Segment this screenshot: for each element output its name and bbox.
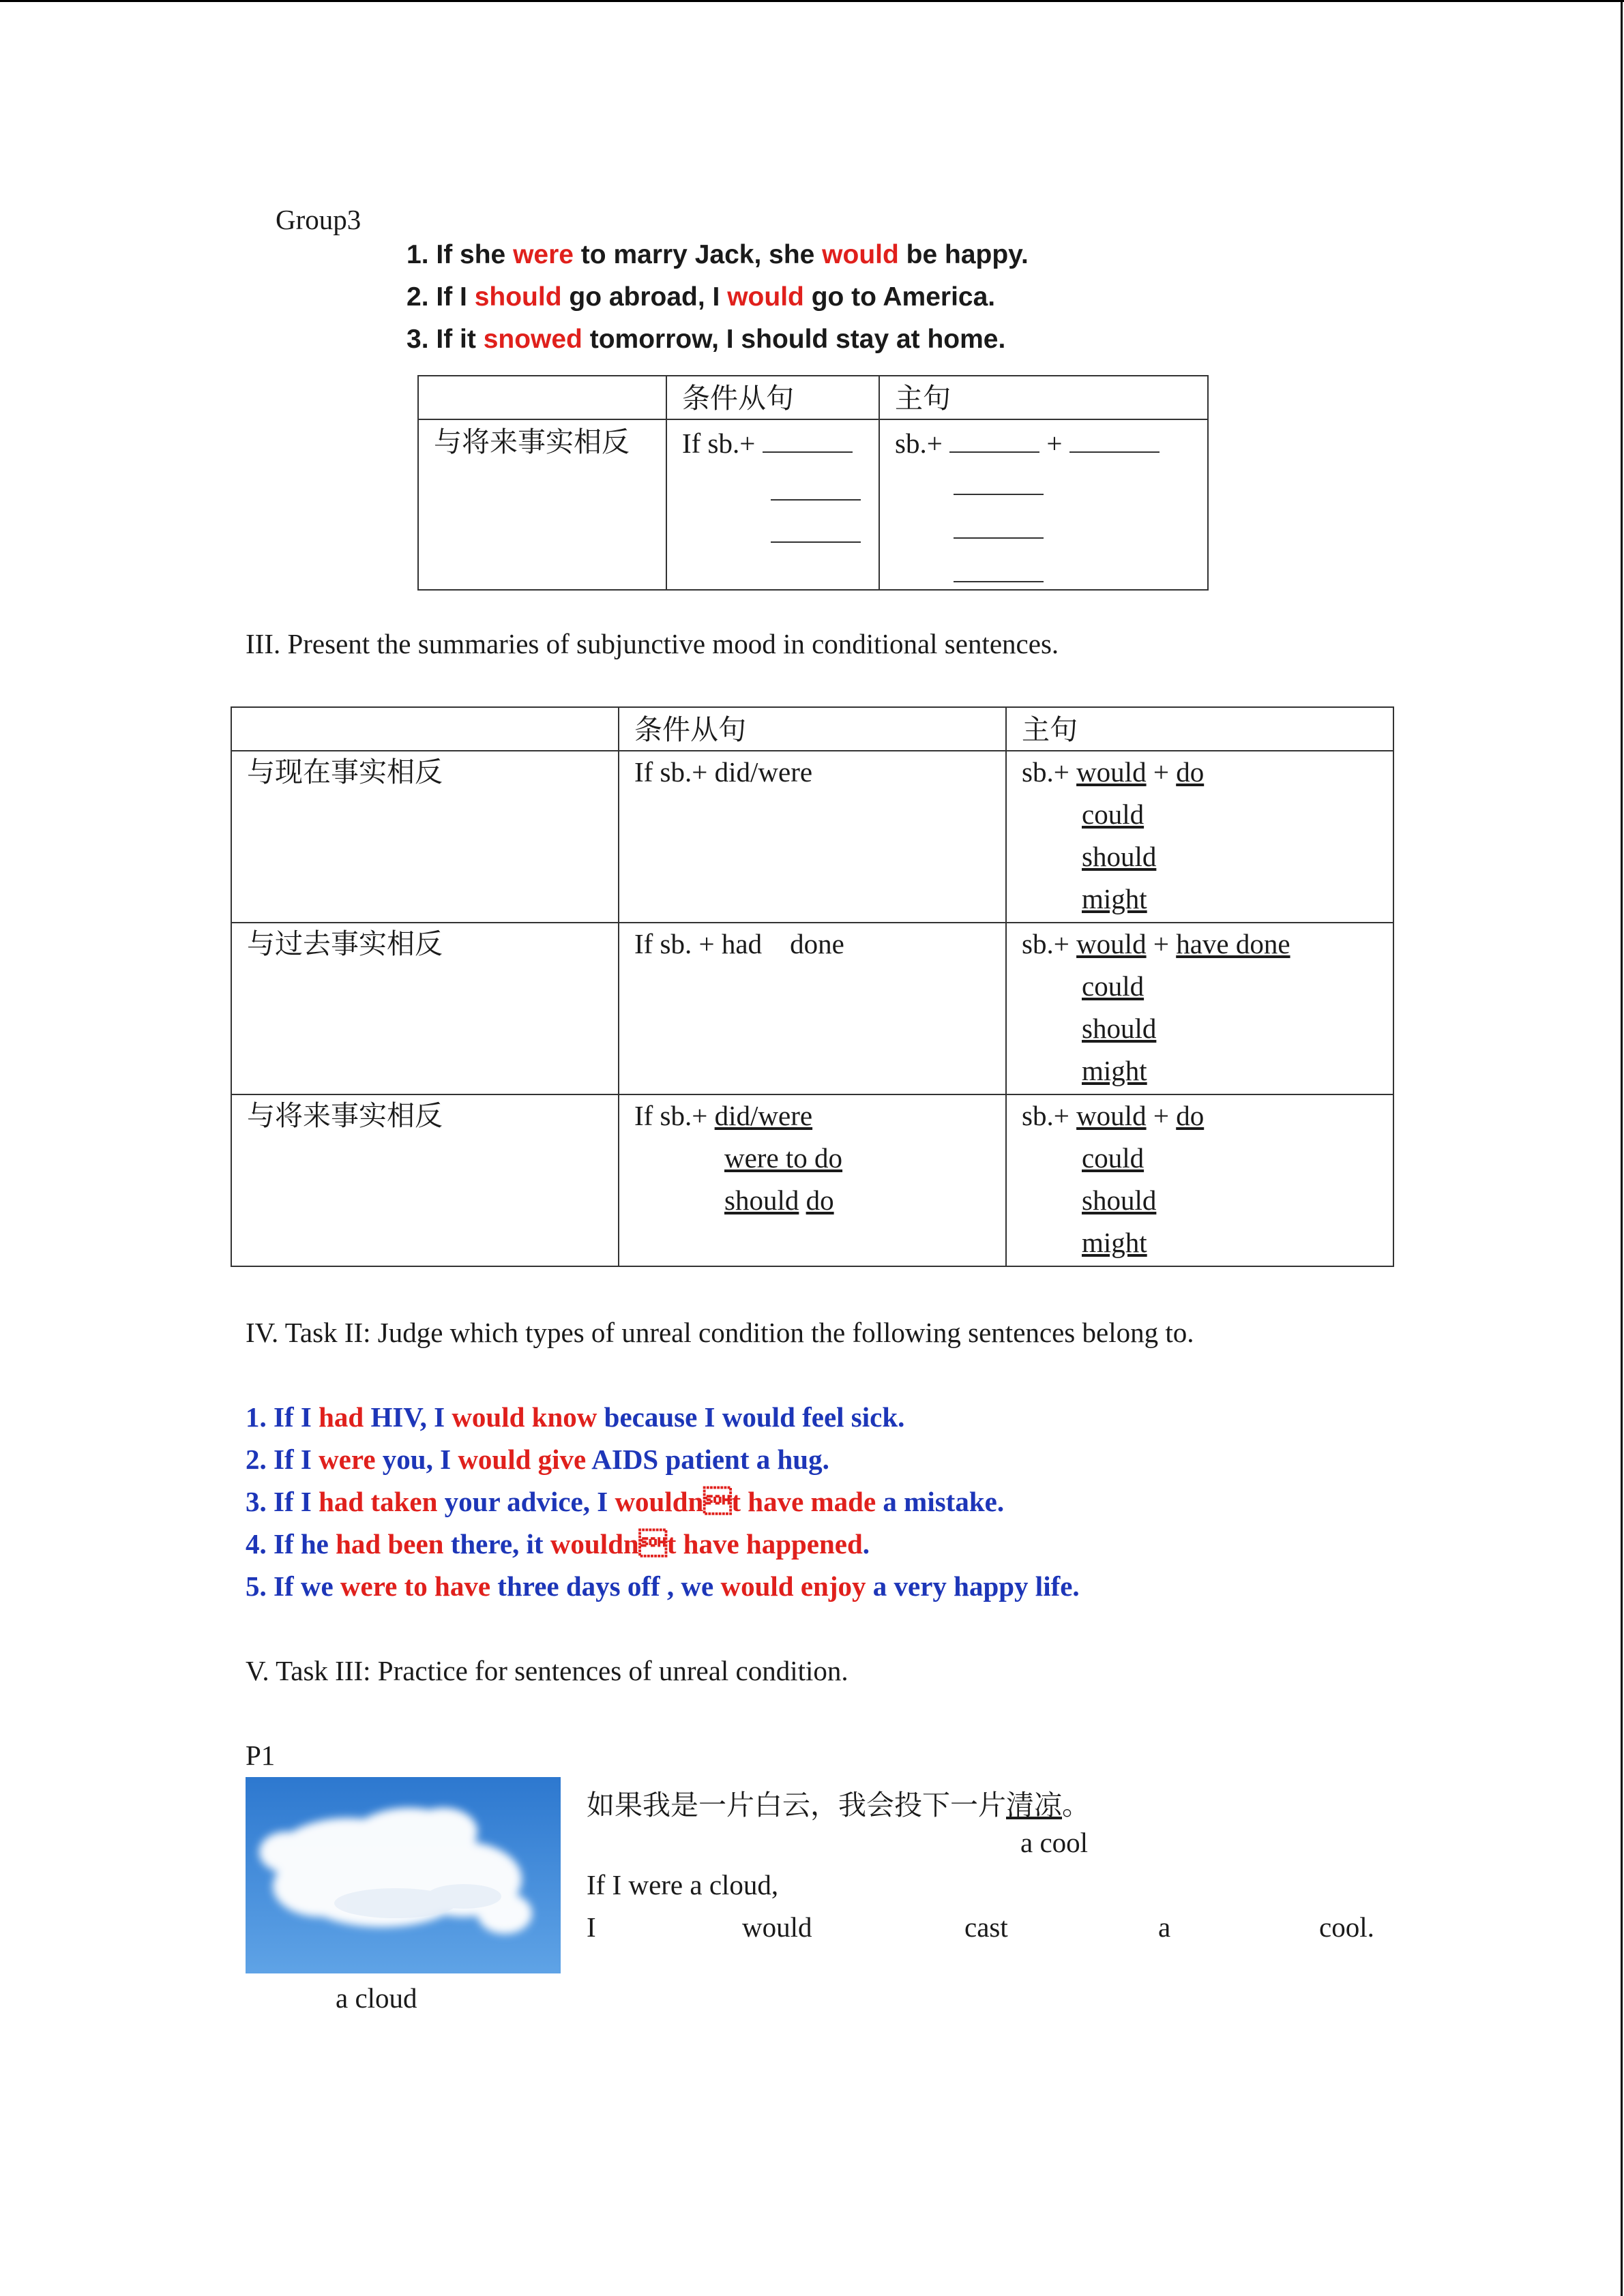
blank-line[interactable] [954,469,1044,495]
english-word-4: a [1158,1911,1171,1943]
main-prefix: sb.+ [1022,756,1077,788]
main-text [1022,1101,1204,1131]
seg: three days off , we [490,1570,721,1602]
verb-red: should [474,282,562,312]
table-cell-empty [231,707,619,751]
section5-heading: V. Task III: Practice for sentences of unreal condition. [246,1655,848,1686]
blank-line-4[interactable] [954,556,1044,586]
verb: do [1176,756,1205,788]
cond-3 [724,1185,834,1215]
seg: . [862,1528,870,1560]
row-label-text: 与将来事实相反 [434,426,630,458]
table-cond-cell [666,419,879,590]
english-line-1: If I were a cloud, [587,1869,779,1900]
seg: HIV, I [364,1401,452,1433]
english-word-1: I [587,1911,596,1943]
blank-line-2[interactable] [954,469,1044,498]
main-text [895,427,1160,458]
cond-text: If sb. + had done [634,928,844,959]
blank-line[interactable] [954,513,1044,539]
verb-red: had [319,1401,364,1433]
table-cond-cell [619,923,1006,1094]
seg: there, it [443,1528,550,1560]
seg: your advice, I [437,1486,615,1517]
verb-red: would enjoy [720,1570,866,1602]
row-label-text: 与过去事实相反 [247,928,443,959]
table-row-label [418,419,666,590]
cn-underlined: 清凉 [1006,1789,1062,1821]
seg: AIDS patient a hug. [586,1444,829,1475]
modal-should: should [1082,1184,1157,1216]
table-header-main [879,376,1208,419]
row-label-text: 与将来事实相反 [247,1100,443,1131]
seg: 3. If it [407,325,484,354]
group3-sentence-2 [407,282,995,312]
verb-red: were [513,240,574,269]
plus-sign: + [1146,756,1177,788]
modal-might: might [1082,1227,1147,1258]
modal-might: might [1082,1055,1147,1086]
verb-red: were to have [340,1570,491,1602]
seg: 1. If she [407,240,514,269]
cond-2: were to do [724,1142,843,1174]
task2-sentence-4 [246,1527,870,1560]
blank-line-3[interactable] [954,513,1044,542]
english-word-2: would [742,1911,812,1943]
blank-line-2[interactable] [771,475,861,504]
group3-table [417,375,1209,591]
modal-should: should [1082,1013,1157,1044]
plus-sign: + [1146,1100,1177,1131]
task2-sentence-2 [246,1443,829,1476]
cond-prefix: If sb.+ [634,1100,715,1131]
p1-label: P1 [246,1740,276,1771]
seg: because I would feel sick. [597,1401,905,1433]
table-cell-empty [418,376,666,419]
table-cond-cell [619,1094,1006,1266]
verb-red: would [822,240,899,269]
verb-red: would [727,282,804,312]
table-main-cell [879,419,1208,590]
page-border-top [0,0,1624,2]
modal-might: might [1082,883,1147,914]
plus-sign: + [1046,428,1063,459]
section3-heading: III. Present the summaries of subjunctive mood in conditional sentences. [246,628,1059,659]
verb: have done [1176,928,1290,959]
task2-sentence-5 [246,1570,1080,1602]
task2-sentence-1 [246,1401,904,1433]
table-row-label [231,1094,619,1266]
cloud-picture [246,1777,561,1973]
blank-line[interactable] [949,427,1039,453]
modal-could: could [1082,1142,1145,1174]
chinese-sentence [587,1783,1090,1823]
seg: 1. If I [246,1401,319,1433]
seg: 4. If he [246,1528,336,1560]
blank-line[interactable] [1069,427,1160,453]
table-header-cond [666,376,879,419]
seg: go abroad, I [561,282,728,312]
modal-should: should [1082,841,1157,872]
cond-3b: do [806,1184,834,1216]
main-text [1022,757,1204,787]
table-header-main [1006,707,1393,751]
verb-red: wouldnt have made [615,1486,876,1517]
seg: to marry Jack, she [573,240,823,269]
blank-line[interactable] [771,475,861,501]
verb: do [1176,1100,1205,1131]
header-main-text: 主句 [1022,714,1078,745]
table-row-label [231,923,619,1094]
modal-could: could [1082,799,1145,830]
cond-text [634,1101,812,1131]
verb-red: would know [452,1401,597,1433]
main-prefix: sb.+ [1022,928,1077,959]
cond-prefix: If sb.+ [682,428,756,459]
seg: go to America. [803,282,996,312]
english-word-3: cast [964,1911,1008,1943]
verb-red: would give [458,1444,587,1475]
seg: be happy. [898,240,1029,269]
verb-red: were [319,1444,376,1475]
table-main-cell [1006,751,1393,923]
blank-line[interactable] [954,556,1044,582]
table-header-cond [619,707,1006,751]
table-main-cell [1006,923,1393,1094]
verb-red: had taken [319,1486,438,1517]
blank-line-3[interactable] [771,517,861,546]
blank-line[interactable] [771,517,861,543]
cond-text: If sb.+ did/were [634,756,813,788]
english-word-5: cool. [1319,1911,1374,1943]
modal: would [1076,756,1147,788]
page-border-right [1621,0,1623,2296]
task2-sentence-3 [246,1485,1004,1518]
cn-part-b: 。 [1062,1789,1090,1821]
header-main-text: 主句 [895,383,951,414]
group3-sentence-1 [407,240,1029,270]
summary-table [231,706,1394,1267]
modal: would [1076,1100,1147,1131]
cond-3a: should [724,1184,799,1216]
row-label-text: 与现在事实相反 [247,756,443,788]
seg: 2. If I [407,282,475,312]
header-cond-text: 条件从句 [634,714,746,745]
seg: a very happy life. [866,1570,1080,1602]
seg: you, I [375,1444,458,1475]
table-row-label [231,751,619,923]
seg: 3. If I [246,1486,319,1517]
plus-sign: + [1146,928,1177,959]
cn-part-a: 如果我是一片白云，我会投下一片 [587,1789,1006,1821]
verb-red: snowed [483,325,582,354]
seg: 5. If we [246,1570,340,1602]
group3-sentence-3 [407,325,1005,355]
cloud-image [246,1777,561,1973]
table-main-cell [1006,1094,1393,1266]
section4-heading: IV. Task II: Judge which types of unreal condition the following sentences belong to. [246,1317,1194,1348]
main-prefix: sb.+ [895,428,943,459]
seg: tomorrow, I should stay at home. [582,325,1006,354]
blank-line[interactable] [763,427,853,453]
main-text [1022,929,1290,959]
seg: a mistake. [876,1486,1005,1517]
cond-text [682,427,853,458]
verb-red: wouldnt have happened [550,1528,863,1560]
hint-a-cool: a cool [1020,1827,1089,1858]
seg: 2. If I [246,1444,319,1475]
cond-1: did/were [714,1100,813,1131]
verb-red: had been [336,1528,444,1560]
main-prefix: sb.+ [1022,1100,1077,1131]
table-cond-cell [619,751,1006,923]
header-cond-text: 条件从句 [682,383,794,414]
modal: would [1076,928,1147,959]
group3-title: Group3 [276,204,361,235]
cloud-caption: a cloud [336,1982,417,2014]
modal-could: could [1082,970,1145,1002]
